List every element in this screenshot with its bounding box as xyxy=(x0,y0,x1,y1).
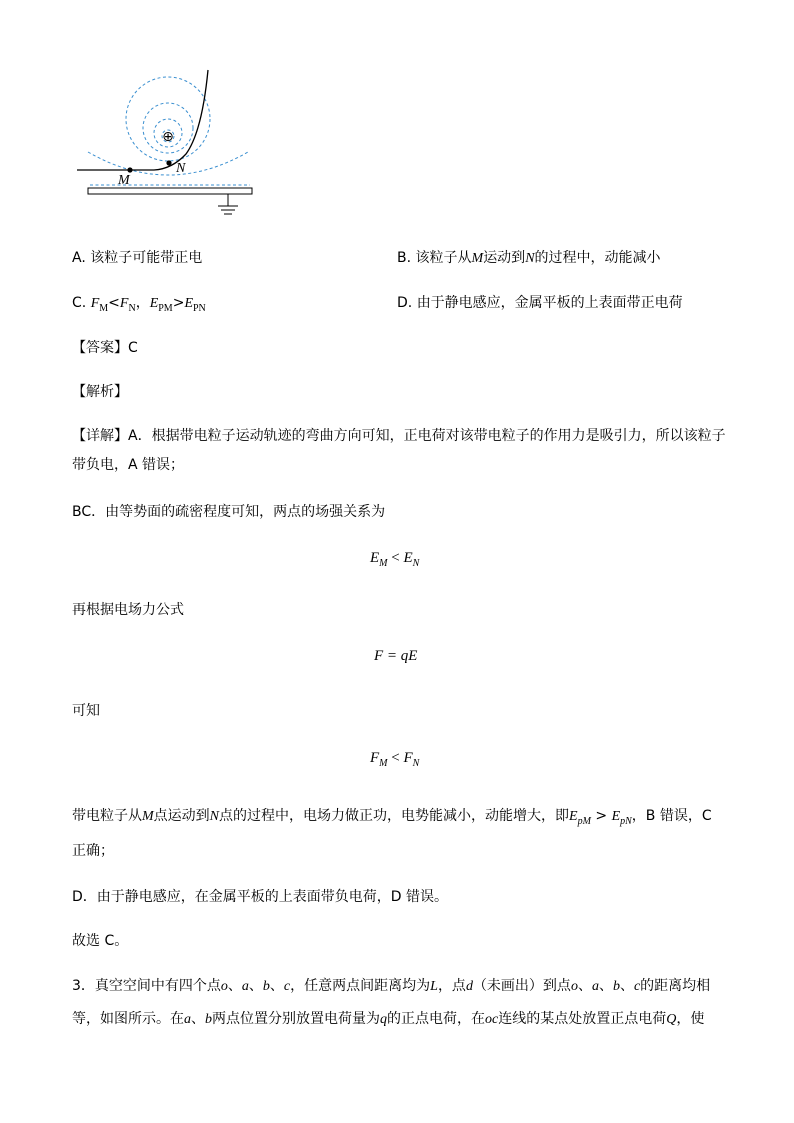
option-d: D. 由于静电感应，金属平板的上表面带正电荷 xyxy=(397,295,683,311)
point-n xyxy=(166,160,171,165)
equation-force: F = qE xyxy=(374,648,418,664)
energy-line: 带电粒子从M点运动到N点的过程中，电场力做正功，电势能减小，动能增大，即$E_{pM} > E_{pN}$，B 错误，C xyxy=(72,808,712,827)
correct-line: 正确； xyxy=(72,843,114,859)
formula-intro: 再根据电场力公式 xyxy=(72,602,184,618)
equipotential-circle-4 xyxy=(126,77,210,161)
conclusion: 故选 C。 xyxy=(72,933,129,949)
ground-symbol xyxy=(218,194,238,214)
detail-d: D．由于静电感应，在金属平板的上表面带负电荷，D 错误。 xyxy=(72,889,449,905)
equation-force-compare: $F_M < F_N$ xyxy=(370,750,420,769)
label-m: M xyxy=(118,173,130,188)
option-c: C. $F_M<F_N$，$E_{PM}>E_{PN}$ xyxy=(72,295,206,314)
option-b: B. 该粒子从M运动到N的过程中，动能减小 xyxy=(397,250,661,266)
keyi-text: 可知 xyxy=(72,703,100,719)
question-3-line-2: 等，如图所示。在a、b两点位置分别放置电荷量为q的正点电荷，在oc连线的某点处放置正点电荷Q，使 xyxy=(72,1011,705,1027)
question-3-line-1: 3．真空空间中有四个点o、a、b、c，任意两点间距离均为L，点d（未画出）到点o、a、b、c的距离均相 xyxy=(72,978,711,994)
detail-bc: BC．由等势面的疏密程度可知，两点的场强关系为 xyxy=(72,504,386,520)
option-a: A. 该粒子可能带正电 xyxy=(72,250,203,266)
detail-line-2: 带负电，A 错误； xyxy=(72,457,185,473)
analysis-title: 【解析】 xyxy=(72,384,128,400)
positive-charge: ⊕ xyxy=(162,129,174,145)
answer-line: 【答案】C xyxy=(72,340,138,356)
point-m xyxy=(127,167,132,172)
equation-field-strength: $E_M < E_N$ xyxy=(370,550,420,569)
label-n: N xyxy=(176,161,186,176)
metal-plate xyxy=(88,185,252,194)
detail-line-1: 【详解】A．根据带电粒子运动轨迹的弯曲方向可知，正电荷对该带电粒子的作用力是吸引力，所以该粒子 xyxy=(72,428,726,444)
field-diagram xyxy=(74,66,264,226)
equipotential-circle-3 xyxy=(143,103,193,153)
